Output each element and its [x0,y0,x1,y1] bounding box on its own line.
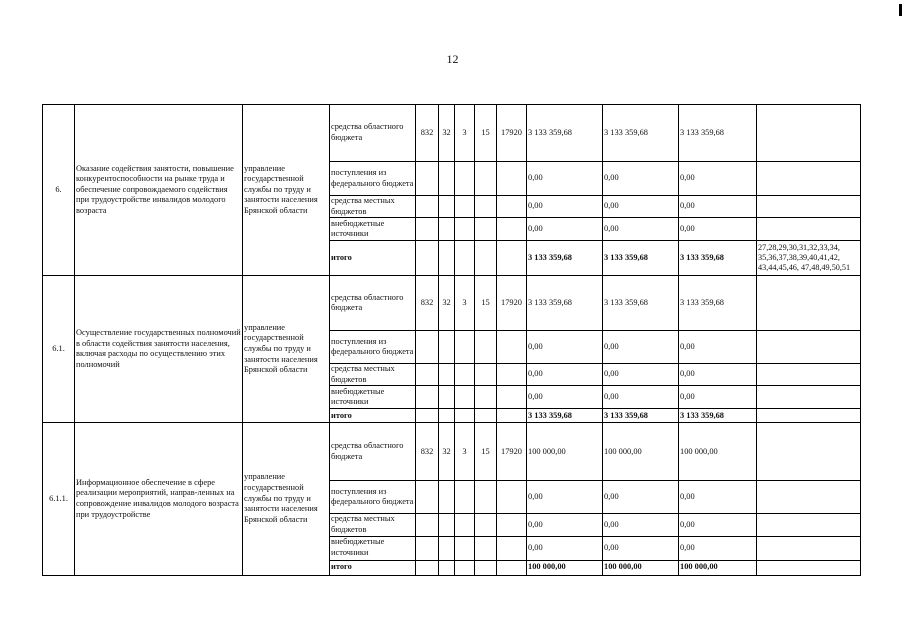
amount-cell: 0,00 [603,536,679,560]
budget-code-cell [439,218,455,241]
amount-cell: 0,00 [679,162,757,196]
budget-code-cell [439,386,455,409]
indicator-refs-cell [757,386,861,409]
budget-code-cell: 3 [455,105,475,162]
amount-cell: 0,00 [527,386,603,409]
page-number: 12 [446,52,459,66]
budget-code-cell: 832 [416,276,439,331]
amount-cell: 0,00 [603,331,679,364]
amount-cell: 3 133 359,68 [603,241,679,276]
amount-cell: 0,00 [603,481,679,514]
budget-code-cell [475,162,497,196]
budget-code-cell [416,364,439,386]
budget-code-cell [416,409,439,423]
table-row [43,423,861,481]
funding-source-cell: внебюджетные источники [330,386,416,409]
indicator-refs-cell [757,481,861,514]
budget-code-cell [497,196,527,218]
budget-code-cell [416,560,439,575]
amount-cell: 0,00 [679,481,757,514]
indicator-refs-cell [757,196,861,218]
funding-source-cell: средства местных бюджетов [330,514,416,536]
amount-cell: 0,00 [679,514,757,536]
budget-code-cell [439,162,455,196]
budget-code-cell [497,409,527,423]
budget-code-cell [416,536,439,560]
budget-code-cell [497,331,527,364]
executor-cell: управление государственной службы по труду и занятости населения Брянской области [243,105,330,276]
budget-code-cell [439,536,455,560]
budget-code-cell [475,364,497,386]
amount-cell: 0,00 [603,162,679,196]
funding-source-cell: средства областного бюджета [330,276,416,331]
budget-code-cell: 32 [439,276,455,331]
budget-code-cell [416,218,439,241]
budget-code-cell [416,386,439,409]
budget-code-cell [475,536,497,560]
budget-code-cell [455,536,475,560]
budget-code-cell [497,481,527,514]
budget-code-cell [439,364,455,386]
scan-edge-mark [899,4,902,16]
budget-code-cell [416,514,439,536]
amount-cell: 3 133 359,68 [603,276,679,331]
amount-cell: 0,00 [527,481,603,514]
indicator-refs-cell [757,331,861,364]
amount-cell: 3 133 359,68 [527,241,603,276]
indicator-refs-cell [757,276,861,331]
budget-code-cell [475,196,497,218]
budget-code-cell [416,241,439,276]
funding-source-cell: средства областного бюджета [330,423,416,481]
budget-table [42,104,861,576]
budget-code-cell [455,241,475,276]
budget-code-cell [497,162,527,196]
budget-code-cell [455,331,475,364]
indicator-refs-cell: 27,28,29,30,31,32,33,34, 35,36,37,38,39,40,41,42, 43,44,45,46, 47,48,49,50,51 [757,241,861,276]
amount-cell: 100 000,00 [527,423,603,481]
budget-code-cell: 832 [416,105,439,162]
amount-cell: 3 133 359,68 [679,276,757,331]
budget-code-cell [455,386,475,409]
item-number-cell: 6.1. [43,276,75,423]
amount-cell: 3 133 359,68 [679,241,757,276]
budget-code-cell [439,196,455,218]
indicator-refs-cell [757,560,861,575]
amount-cell: 3 133 359,68 [527,409,603,423]
executor-cell: управление государственной службы по труду и занятости населения Брянской области [243,423,330,575]
item-name-cell: Информационное обеспечение в сфере реализации мероприятий, направ-ленных на сопровождение инвалидов молодого возраста при трудоустройстве [75,423,243,575]
amount-cell: 0,00 [603,514,679,536]
amount-cell: 100 000,00 [679,423,757,481]
budget-code-cell: 832 [416,423,439,481]
budget-code-cell [439,331,455,364]
budget-code-cell [455,514,475,536]
budget-code-cell [475,560,497,575]
amount-cell: 3 133 359,68 [527,105,603,162]
amount-cell: 0,00 [679,196,757,218]
amount-cell: 100 000,00 [603,423,679,481]
amount-cell: 3 133 359,68 [603,409,679,423]
budget-code-cell [416,481,439,514]
funding-source-cell: поступления из федерального бюджета [330,331,416,364]
budget-code-cell [497,386,527,409]
amount-cell: 0,00 [679,331,757,364]
indicator-refs-cell [757,514,861,536]
amount-cell: 3 133 359,68 [679,409,757,423]
budget-code-cell [439,409,455,423]
budget-code-cell [439,560,455,575]
amount-cell: 0,00 [527,364,603,386]
amount-cell: 0,00 [679,218,757,241]
indicator-refs-cell [757,423,861,481]
indicator-refs-cell [757,105,861,162]
amount-cell: 3 133 359,68 [603,105,679,162]
amount-cell: 0,00 [603,218,679,241]
budget-code-cell [439,481,455,514]
budget-code-cell: 15 [475,105,497,162]
budget-code-cell [475,481,497,514]
item-name-cell: Оказание содействия занятости, повышение конкурентоспособности на рынке труда и обеспечение сопровождаемого содействия при трудоустройстве инвалидов молодого возраста [75,105,243,276]
budget-code-cell [455,364,475,386]
budget-code-cell: 17920 [497,276,527,331]
indicator-refs-cell [757,162,861,196]
funding-source-cell: поступления из федерального бюджета [330,162,416,196]
budget-code-cell [475,409,497,423]
amount-cell: 100 000,00 [527,560,603,575]
budget-code-cell [497,560,527,575]
budget-code-cell [475,241,497,276]
budget-code-cell [416,196,439,218]
budget-code-cell [455,560,475,575]
amount-cell: 0,00 [527,331,603,364]
amount-cell: 0,00 [679,536,757,560]
funding-source-cell: средства местных бюджетов [330,196,416,218]
amount-cell: 3 133 359,68 [679,105,757,162]
executor-cell: управление государственной службы по труду и занятости населения Брянской области [243,276,330,423]
funding-source-cell: средства местных бюджетов [330,364,416,386]
budget-code-cell [439,241,455,276]
budget-code-cell [416,162,439,196]
budget-code-cell [497,536,527,560]
budget-code-cell [475,514,497,536]
budget-code-cell [497,241,527,276]
budget-code-cell: 32 [439,423,455,481]
table-row [43,105,861,162]
budget-code-cell [475,386,497,409]
indicator-refs-cell [757,536,861,560]
budget-code-cell: 17920 [497,105,527,162]
funding-source-cell: итого [330,241,416,276]
amount-cell: 0,00 [527,514,603,536]
budget-code-cell [497,218,527,241]
budget-code-cell [439,514,455,536]
amount-cell: 0,00 [679,364,757,386]
budget-code-cell [475,331,497,364]
funding-source-cell: итого [330,409,416,423]
funding-source-cell: поступления из федерального бюджета [330,481,416,514]
amount-cell: 0,00 [679,386,757,409]
amount-cell: 0,00 [603,386,679,409]
budget-code-cell [497,364,527,386]
funding-source-cell: внебюджетные источники [330,536,416,560]
budget-code-cell: 15 [475,423,497,481]
amount-cell: 0,00 [603,364,679,386]
budget-code-cell [455,196,475,218]
budget-code-cell [455,409,475,423]
budget-code-cell: 15 [475,276,497,331]
budget-code-cell [455,218,475,241]
budget-code-cell [455,481,475,514]
budget-code-cell [497,514,527,536]
budget-code-cell: 3 [455,423,475,481]
budget-code-cell [475,218,497,241]
amount-cell: 100 000,00 [603,560,679,575]
item-number-cell: 6.1.1. [43,423,75,575]
item-name-cell: Осуществление государственных полномочий в области содействия занятости населения, включая расходы по осуществлению этих полномочий [75,276,243,423]
amount-cell: 3 133 359,68 [527,276,603,331]
indicator-refs-cell [757,218,861,241]
amount-cell: 0,00 [527,196,603,218]
amount-cell: 100 000,00 [679,560,757,575]
amount-cell: 0,00 [527,536,603,560]
amount-cell: 0,00 [527,162,603,196]
funding-source-cell: итого [330,560,416,575]
amount-cell: 0,00 [527,218,603,241]
budget-code-cell: 17920 [497,423,527,481]
funding-source-cell: средства областного бюджета [330,105,416,162]
budget-code-cell: 3 [455,276,475,331]
indicator-refs-cell [757,409,861,423]
funding-source-cell: внебюджетные источники [330,218,416,241]
table-row [43,276,861,331]
indicator-refs-cell [757,364,861,386]
budget-code-cell [416,331,439,364]
amount-cell: 0,00 [603,196,679,218]
budget-code-cell [455,162,475,196]
budget-code-cell: 32 [439,105,455,162]
item-number-cell: 6. [43,105,75,276]
